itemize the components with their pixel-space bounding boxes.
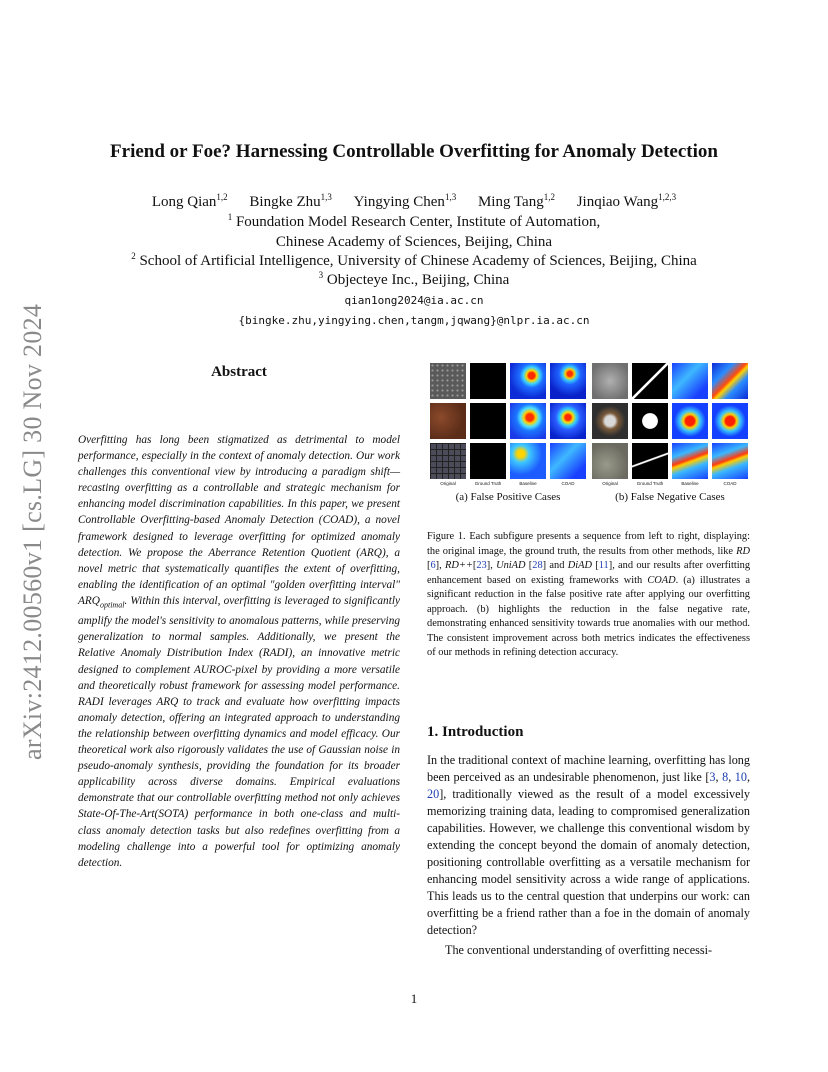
original-image [430,363,466,399]
affiliation-1-cont: Chinese Academy of Sciences, Beijing, China [275,234,553,250]
subfigure-false-negative [592,363,748,503]
author-list [60,194,768,211]
affiliation-1: $^1$ Foundation Model Research Center, Institute of Automation, [227,212,601,230]
introduction-text [427,752,750,959]
page-number: 1 [410,991,418,1006]
abstract-text: Overfitting has long been stigmatized as detrimental to model performance, especially in the context of anomaly detection. Our work challenges this conventional view by introducing a paradigm shift—recasting overfitting as a controllable and strategic mechanism for enhancing model discrimination capabilities. In this paper, we present Controllable Overfitting-based Anomaly Detection (COAD), a novel framework designed to leverage overfitting for optimized anomaly detection. We propose the Aberrance Retention Quotient (ARQ), a novel metric that systematically quantifies the extent of overfitting, enabling the identification of an optimal "golden overfitting interval" $ARQ_{optimal}$. Within this interval, overfitting is leveraged to significantly amplify the model's sensitivity to anomalous patterns, while preserving generalization to normal samples. Additionally, we present the Relative Anomaly Distribution Index (RADI), an innovative metric designed to complement AUROC-pixel by providing a more versatile and theoretically robust framework for assessing model performance. RADI leverages ARQ to track and evaluate how overfitting impacts anomaly detection, offering an integrated approach to understanding the relationship between overfitting dynamics and model efficacy. Our theoretical work also rigorously validates the use of Gaussian noise in pseudo-anomaly synthesis, providing the foundation for its broader applicability across diverse domains. Empirical evaluations demonstrate that our controllable overfitting method not only achieves State-Of-The-Art(SOTA) performance in both one-class and multi-class anomaly detection tasks but also redefines overfitting from a modeling challenge into a powerful tool for optimizing anomaly detection. [78,434,400,869]
column-label: COAD [561,481,575,486]
ground-truth-mask [632,443,668,479]
baseline-heatmap [672,363,708,399]
original-image [592,403,628,439]
citation-link[interactable]: 3 [709,770,716,784]
affiliation-2: $^2$ School of Artificial Intelligence, University of Chinese Academy of Sciences, Beijing, China [131,251,697,269]
original-image [592,363,628,399]
column-label: Original [440,481,456,486]
baseline-heatmap [672,443,708,479]
figure-caption: Figure 1. Each subfigure presents a sequence from left to right, displaying: the original image, the ground truth, the results from other methods, like RD [6], RD++[23], UniAD [28] and DiAD [11], and our results after overfitting enhancement based on existing frameworks with COAD. (a) illustrates a significant reduction in the false positive rate after applying our overfitting approach. (b) highlights the reduction in the false negative rate, demonstrating enhanced sensitivity towards true anomalies with our method. The consistent improvement across both metrics indicates the effectiveness of our methods in refining detection accuracy. [427,531,751,658]
author: Ming Tang$^{1,2}$ [477,192,555,210]
citation-link[interactable]: 8 [722,770,729,784]
abstract-heading: Abstract [211,364,267,380]
original-image [592,443,628,479]
affiliation-3: $^3$ Objecteye Inc., Beijing, China [318,270,510,288]
subcaption: (b) False Negative Cases [615,491,725,503]
column-label: COAD [723,481,737,486]
original-image [430,403,466,439]
original-image [430,443,466,479]
citation-link[interactable]: 20 [427,787,440,801]
column-label: Ground Truth [474,481,502,486]
ground-truth-mask [470,443,506,479]
baseline-heatmap [510,403,546,439]
coad-heatmap [712,363,748,399]
column-label: Original [602,481,618,486]
ground-truth-mask [470,363,506,399]
author: Jinqiao Wang$^{1,2,3}$ [576,192,677,210]
coad-heatmap [712,443,748,479]
coad-heatmap [712,403,748,439]
arxiv-identifier: arXiv:2412.00560v1 [cs.LG] 30 Nov 2024 [18,303,47,760]
citation-link[interactable]: 23 [476,560,487,571]
column-label: Ground Truth [636,481,664,486]
ground-truth-mask [470,403,506,439]
paper-title: Friend or Foe? Harnessing Controllable Overfitting for Anomaly Detection [110,141,718,162]
baseline-heatmap [510,443,546,479]
subcaption: (a) False Positive Cases [455,491,561,503]
citation-link[interactable]: 28 [532,560,543,571]
paragraph: The conventional understanding of overfitting necessi- [445,943,713,957]
author: Yingying Chen$^{1,3}$ [353,192,457,210]
author: Long Qian$^{1,2}$ [151,192,228,210]
ground-truth-mask [632,403,668,439]
subfigure-false-positive [430,363,586,503]
baseline-heatmap [510,363,546,399]
section-heading-introduction: 1. Introduction [427,724,524,740]
email-line: qian1ong2024@ia.ac.cn [344,294,484,307]
citation-link[interactable]: 11 [598,560,609,571]
coad-heatmap [550,363,586,399]
citation-link[interactable]: 6 [430,560,436,571]
author: Bingke Zhu$^{1,3}$ [249,192,332,210]
baseline-heatmap [672,403,708,439]
citation-link[interactable]: 10 [734,770,747,784]
coad-heatmap [550,443,586,479]
column-label: Baseline [519,481,537,486]
coad-heatmap [550,403,586,439]
ground-truth-mask [632,363,668,399]
column-label: Baseline [681,481,699,486]
email-line: {bingke.zhu,yingying.chen,tangm,jqwang}@nlpr.ia.ac.cn [238,314,590,327]
paragraph: In the traditional context of machine learning, overfitting has long been perceived as an undesirable phenomenon, just like [3, 8, 10, 20], traditionally viewed as the result of a model excessively memorizing training data, leading to compromised generalization capabilities. However, we challenge this conventional wisdom by extending the concept beyond the domain of anomaly detection, positioning controllable overfitting as a versatile mechanism for enhancing model sensitivity across a wide range of applications. This leads us to the central question that underpins our work: can overfitting be a friend rather than a foe in the domain of anomaly detection? [427,753,751,937]
